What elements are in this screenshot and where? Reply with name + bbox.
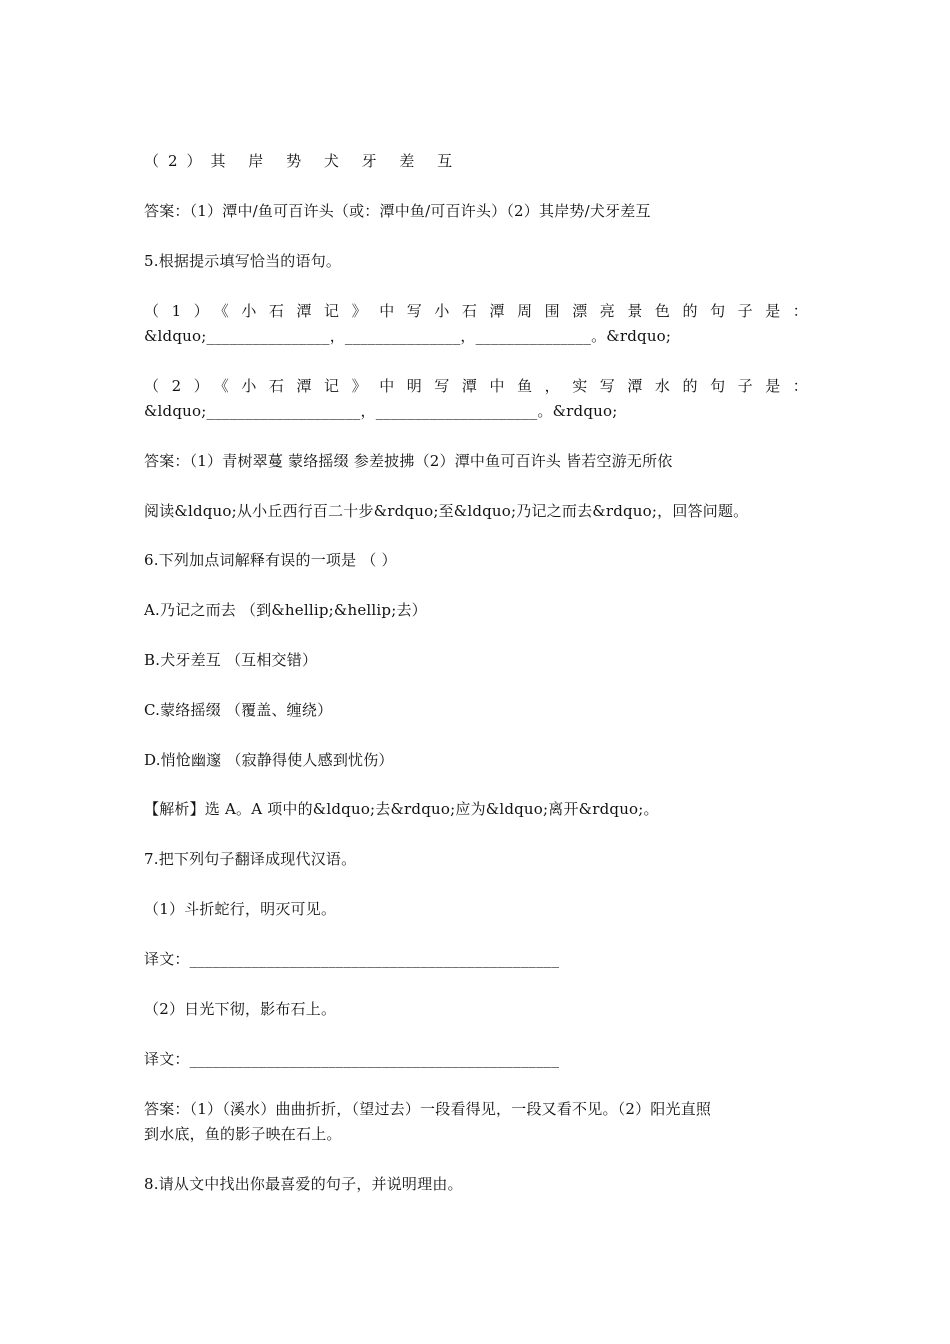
q6-option-a: A.乃记之而去 （到&hellip;&hellip;去） — [144, 601, 427, 619]
q6-analysis: 【解析】选 A。A 项中的&ldquo;去&rdquo;应为&ldquo;离开&rdquo;。 — [144, 800, 659, 818]
q5-heading: 5.根据提示填写恰当的语句。 — [144, 252, 342, 270]
q6-heading: 6.下列加点词解释有误的一项是 （ ） — [144, 551, 397, 569]
reading-instruction: 阅读&ldquo;从小丘西行百二十步&rdquo;至&ldquo;乃记之而去&rdquo;，回答问题。 — [144, 502, 749, 520]
q7-translation-2: 译文：________________________________________________ — [144, 1050, 560, 1068]
q7-translation-1: 译文：________________________________________________ — [144, 950, 560, 968]
q5-item-1-blanks: &ldquo;________________，_______________，_______________。&rdquo; — [144, 327, 672, 345]
q7-answer-line-2: 到水底，鱼的影子映在石上。 — [144, 1125, 342, 1143]
q6-option-b: B.犬牙差互 （互相交错） — [144, 651, 318, 669]
q7-item-2: （2）日光下彻，影布石上。 — [144, 1000, 337, 1018]
q6-option-d: D.悄怆幽邃 （寂静得使人感到忧伤） — [144, 751, 394, 769]
q8-heading: 8.请从文中找出你最喜爱的句子，并说明理由。 — [144, 1175, 463, 1193]
q5-answer: 答案：（1）青树翠蔓 蒙络摇缀 参差披拂（2）潭中鱼可百许头 皆若空游无所依 — [144, 452, 673, 470]
q4-item-2: （2）其 岸 势 犬 牙 差 互 — [144, 152, 462, 170]
q5-item-2: （2）《小石潭记》中明写潭中鱼，实写潭水的句子是： — [144, 377, 808, 395]
q5-item-1: （1）《小石潭记》中写小石潭周围漂亮景色的句子是： — [144, 302, 808, 320]
q7-answer-line-1: 答案：（1）（溪水）曲曲折折，（望过去）一段看得见，一段又看不见。（2）阳光直照 — [144, 1100, 712, 1118]
q7-item-1: （1）斗折蛇行，明灭可见。 — [144, 900, 337, 918]
q4-answer: 答案：（1）潭中/鱼可百许头（或：潭中鱼/可百许头）（2）其岸势/犬牙差互 — [144, 202, 651, 220]
q6-option-c: C.蒙络摇缀 （覆盖、缠绕） — [144, 701, 333, 719]
q5-item-2-blanks: &ldquo;____________________，_____________________。&rdquo; — [144, 402, 618, 420]
q7-heading: 7.把下列句子翻译成现代汉语。 — [144, 850, 357, 868]
